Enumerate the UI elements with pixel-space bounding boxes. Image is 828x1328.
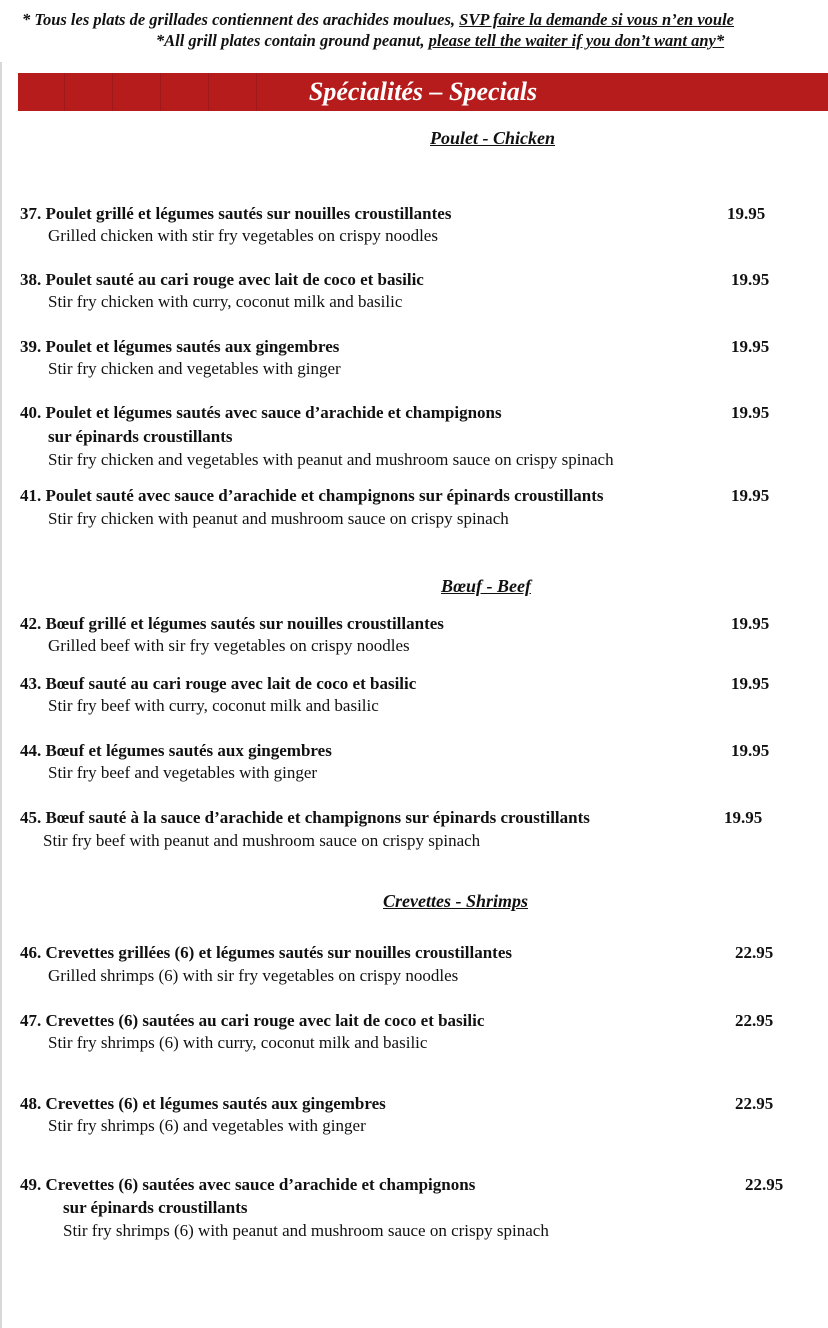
allergy-notice-french-text: * Tous les plats de grillades contiennent des arachides moulues, [22,10,460,29]
allergy-notice-english-text: *All grill plates contain ground peanut, [155,31,429,50]
item-price: 19.95 [731,674,770,693]
item-name-fr: 38. Poulet sauté au cari rouge avec lait de coco et basilic [20,270,424,289]
page-edge-line [0,62,2,1328]
item-price: 19.95 [727,204,766,223]
banner-divider [64,73,65,111]
item-name-en: Stir fry beef and vegetables with ginger [48,763,318,782]
item-name-fr: 39. Poulet et légumes sautés aux gingembres [20,337,340,356]
item-name-fr: 40. Poulet et légumes sautés avec sauce d’arachide et champignons [20,403,502,422]
item-name-en: Stir fry beef with curry, coconut milk and basilic [48,696,379,715]
item-name-en: Stir fry chicken with curry, coconut milk and basilic [48,292,403,311]
item-name-en: Grilled beef with sir fry vegetables on crispy noodles [48,636,410,655]
item-price: 22.95 [735,1094,774,1113]
item-name-fr: 47. Crevettes (6) sautées au cari rouge avec lait de coco et basilic [20,1011,485,1030]
item-name-fr: 44. Bœuf et légumes sautés aux gingembres [20,741,332,760]
item-price: 19.95 [724,808,763,827]
item-name-en: Stir fry shrimps (6) with curry, coconut milk and basilic [48,1033,428,1052]
item-name-en: Grilled chicken with stir fry vegetables on crispy noodles [48,226,438,245]
item-name-en: Stir fry chicken and vegetables with ginger [48,359,341,378]
item-price: 19.95 [731,270,770,289]
banner-divider [256,73,257,111]
section-title-chicken: Poulet - Chicken [430,128,555,148]
item-price: 19.95 [731,741,770,760]
item-name-en: Stir fry beef with peanut and mushroom sauce on crispy spinach [43,831,481,850]
item-name-fr: 46. Crevettes grillées (6) et légumes sautés sur nouilles croustillantes [20,943,512,962]
item-name-en: Stir fry shrimps (6) and vegetables with ginger [48,1116,366,1135]
item-name-fr: 49. Crevettes (6) sautées avec sauce d’arachide et champignons [20,1175,476,1194]
item-name-fr: 48. Crevettes (6) et légumes sautés aux gingembres [20,1094,386,1113]
item-price: 19.95 [731,486,770,505]
item-price: 19.95 [731,614,770,633]
item-name-fr: 45. Bœuf sauté à la sauce d’arachide et champignons sur épinards croustillants [20,808,590,827]
banner-divider [112,73,113,111]
banner-divider [160,73,161,111]
item-name-en: Stir fry shrimps (6) with peanut and mushroom sauce on crispy spinach [63,1221,549,1240]
allergy-notice-english-request: please tell the waiter if you don’t want any* [428,31,725,50]
section-title-shrimps: Crevettes - Shrimps [383,891,529,911]
item-price: 19.95 [731,337,770,356]
item-name-fr: 41. Poulet sauté avec sauce d’arachide et champignons sur épinards croustillants [20,486,604,505]
item-name-en: Stir fry chicken and vegetables with peanut and mushroom sauce on crispy spinach [48,450,614,469]
item-name-en: Grilled shrimps (6) with sir fry vegetables on crispy noodles [48,966,459,985]
section-title-beef: Bœuf - Beef [441,576,531,596]
item-name-fr-continued: sur épinards croustillants [63,1198,248,1217]
banner-divider [208,73,209,111]
item-name-fr: 37. Poulet grillé et légumes sautés sur nouilles croustillantes [20,204,452,223]
banner-title: Spécialités – Specials [308,77,538,106]
item-name-fr: 43. Bœuf sauté au cari rouge avec lait de coco et basilic [20,674,417,693]
specials-banner [18,73,828,111]
item-name-fr: 42. Bœuf grillé et légumes sautés sur nouilles croustillantes [20,614,444,633]
allergy-notice-english [26,31,828,51]
item-name-fr-continued: sur épinards croustillants [48,427,233,446]
allergy-notice-french [22,10,828,30]
item-name-en: Stir fry chicken with peanut and mushroom sauce on crispy spinach [48,509,509,528]
item-price: 19.95 [731,403,770,422]
item-price: 22.95 [745,1175,784,1194]
item-price: 22.95 [735,943,774,962]
item-price: 22.95 [735,1011,774,1030]
allergy-notice-french-request: SVP faire la demande si vous n’en voule [459,10,734,29]
